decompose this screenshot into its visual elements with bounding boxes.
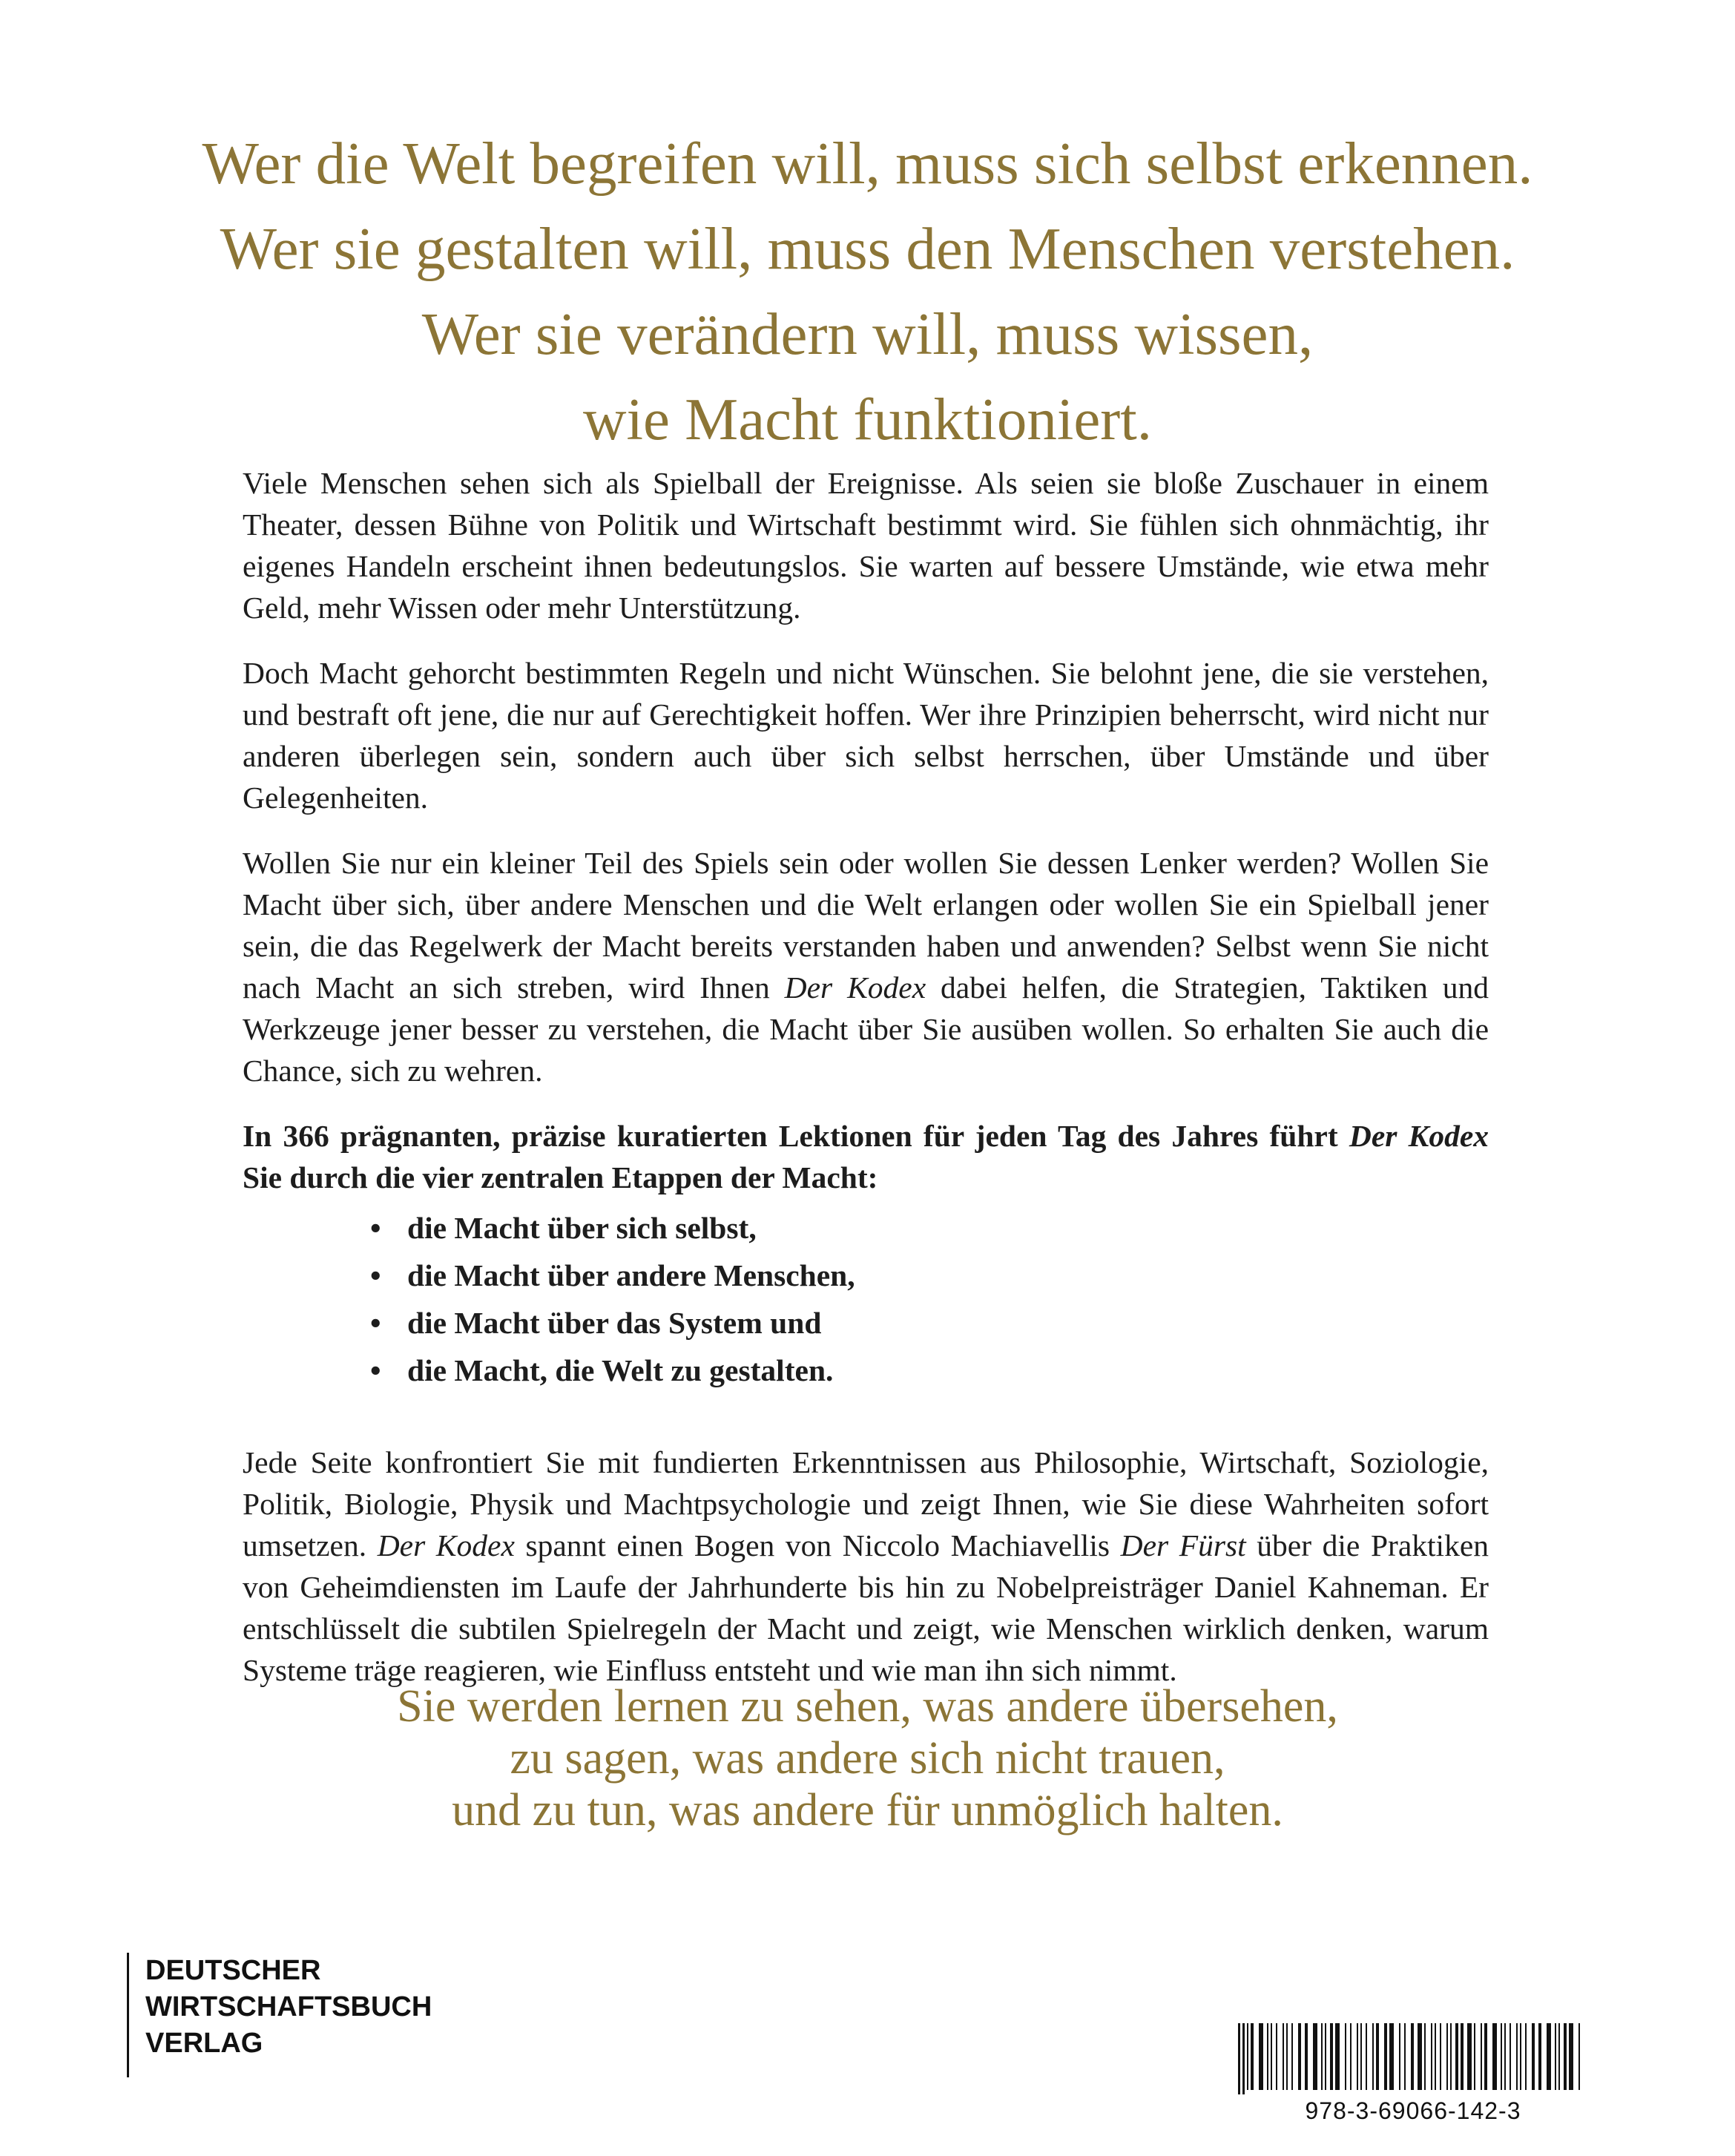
barcode-bar xyxy=(1298,2023,1301,2090)
closing-quote xyxy=(0,1680,1735,1836)
barcode-bar xyxy=(1467,2023,1472,2090)
list-item xyxy=(370,1299,1489,1347)
barcode-bar xyxy=(1286,2023,1288,2090)
book-title-italic: Der Kodex xyxy=(784,970,926,1005)
barcode-bar xyxy=(1251,2023,1254,2090)
barcode-bar xyxy=(1291,2023,1293,2090)
barcode-bar xyxy=(1484,2023,1487,2090)
book-title-italic: Der Fürst xyxy=(1120,1528,1246,1562)
barcode-bar xyxy=(1564,2023,1567,2090)
barcode-bar xyxy=(1325,2023,1326,2090)
header-quote-line: wie Macht funktioniert. xyxy=(582,386,1153,453)
barcode-bar xyxy=(1435,2023,1436,2090)
barcode-bar xyxy=(1313,2023,1317,2090)
barcode-bar xyxy=(1259,2023,1263,2090)
barcode-bar xyxy=(1276,2023,1277,2090)
barcode-bar xyxy=(1399,2023,1400,2090)
barcode-bar xyxy=(1330,2023,1333,2090)
publisher-logo-line: WIRTSCHAFTSBUCH xyxy=(145,1991,432,2022)
bold-intro-text-a: In 366 prägnanten, präzise kuratierten Lektionen für jeden Tag des Jahres führt xyxy=(243,1119,1349,1153)
barcode-bar xyxy=(1350,2023,1352,2090)
publisher-logo-line: VERLAG xyxy=(145,2028,263,2059)
barcode-bar xyxy=(1238,2023,1240,2094)
paragraph-2: Doch Macht gehorcht bestimmten Regeln und nicht Wünschen. Sie belohnt jene, die sie verstehen, und bestraft oft jene, die nur auf Gerechtigkeit hoffen. Wer ihre Prinzipien beherrscht, wird nicht nur anderen überlegen sein, sondern auch über sich selbst herrschen, über Umstände und über Gelegenheiten. xyxy=(243,656,1489,815)
barcode-bar xyxy=(1418,2023,1422,2090)
list-item xyxy=(370,1347,1489,1394)
header-quote-line: Wer die Welt begreifen will, muss sich selbst erkennen. xyxy=(202,130,1533,197)
barcode-bar xyxy=(1404,2023,1406,2090)
header-quote xyxy=(0,121,1735,462)
barcode-bar xyxy=(1525,2023,1527,2090)
paragraph-4-text-c: über die Praktiken von Geheimdiensten im Laufe der Jahrhunderte bis hin zu Nobelpreisträger Daniel Kahneman. Er entschlüsselt die subtilen Spielregeln der Macht und zeigt, wie Menschen wirklich denken, warum Systeme träge reagieren, wie Einfluss entsteht und wie man ihn sich nimmt. xyxy=(243,1528,1489,1687)
book-title-italic: Der Kodex xyxy=(1349,1119,1489,1153)
barcode-bar xyxy=(1431,2023,1432,2090)
barcode-bar xyxy=(1357,2023,1358,2090)
stages-list xyxy=(243,1204,1489,1394)
barcode-bar xyxy=(1474,2023,1475,2090)
barcode-bar xyxy=(1372,2023,1374,2090)
barcode-bar xyxy=(1360,2023,1362,2090)
barcode-bar xyxy=(1538,2023,1541,2090)
barcode-bar xyxy=(1321,2023,1323,2090)
list-item-text: die Macht über das System und xyxy=(407,1306,822,1340)
barcode-bar xyxy=(1461,2023,1464,2090)
barcode-bar xyxy=(1335,2023,1340,2090)
barcode-bar xyxy=(1504,2023,1506,2090)
publisher-logo-line: DEUTSCHER xyxy=(145,1955,321,1986)
paragraph-3 xyxy=(243,842,1489,1091)
paragraph-4-text-b: spannt einen Bogen von Niccolo Machiavellis xyxy=(514,1528,1121,1562)
barcode-bar xyxy=(1384,2023,1387,2090)
bullet-icon: • xyxy=(370,1353,381,1387)
barcode-bar xyxy=(1569,2023,1573,2090)
barcode-bar xyxy=(1271,2023,1272,2090)
list-item-text: die Macht über andere Menschen, xyxy=(407,1258,855,1292)
closing-quote-line: und zu tun, was andere für unmöglich halten. xyxy=(452,1785,1283,1835)
paragraph-3-text-b: dabei helfen, die Strategien, Taktiken und Werkzeuge jener besser zu verstehen, die Macht über Sie ausüben wollen. So erhalten Sie auch die Chance, sich zu wehren. xyxy=(243,970,1489,1088)
isbn-number: 978-3-69066-142-3 xyxy=(1305,2097,1521,2124)
barcode-bar xyxy=(1492,2023,1497,2090)
bold-intro xyxy=(243,1115,1489,1198)
bullet-icon: • xyxy=(370,1306,381,1340)
publisher-logo xyxy=(127,1953,432,2077)
barcode-bar xyxy=(1247,2023,1248,2090)
barcode-bar xyxy=(1520,2023,1521,2090)
barcode-bar xyxy=(1389,2023,1394,2090)
barcode-bar xyxy=(1440,2023,1441,2090)
barcode-bar xyxy=(1345,2023,1346,2090)
barcode-bar xyxy=(1424,2023,1426,2090)
barcode-bar xyxy=(1376,2023,1379,2090)
barcode-bar xyxy=(1516,2023,1518,2090)
list-item xyxy=(370,1252,1489,1299)
book-title-italic: Der Kodex xyxy=(377,1528,515,1562)
header-quote-line: Wer sie gestalten will, muss den Menschen verstehen. xyxy=(220,215,1515,282)
paragraph-1: Viele Menschen sehen sich als Spielball der Ereignisse. Als seien sie bloße Zuschauer in einem Theater, dessen Bühne von Politik und Wirtschaft bestimmt wird. Sie fühlen sich ohnmächtig, ihr eigenes Handeln erscheint ihnen bedeutungslos. Sie warten auf bessere Umstände, wie etwa mehr Geld, mehr Wissen oder mehr Unterstützung. xyxy=(243,466,1489,625)
barcode-bar xyxy=(1481,2023,1482,2090)
barcode-bar xyxy=(1267,2023,1268,2090)
blurb-body xyxy=(243,462,1489,1715)
list-item-text: die Macht, die Welt zu gestalten. xyxy=(407,1353,834,1387)
barcode-bar xyxy=(1450,2023,1452,2090)
barcode-bar xyxy=(1558,2023,1560,2090)
barcode-bar xyxy=(1547,2023,1551,2090)
barcode-bar xyxy=(1242,2023,1245,2094)
bullet-icon: • xyxy=(370,1211,381,1245)
barcode-icon xyxy=(1235,2023,1591,2094)
barcode-bar xyxy=(1411,2023,1414,2090)
paragraph-4-text-a: Jede Seite konfrontiert Sie mit fundierten Erkenntnissen aus Philosophie, Wirtschaft, Soziologie, Politik, Biologie, Physik und Machtpsychologie und zeigt Ihnen, wie Sie diese Wahrheiten sofort umsetzen. xyxy=(243,1445,1489,1562)
barcode-bar xyxy=(1510,2023,1511,2090)
barcode-bar xyxy=(1366,2023,1367,2090)
barcode-bar xyxy=(1555,2023,1556,2090)
closing-quote-line: Sie werden lernen zu sehen, was andere übersehen, xyxy=(397,1681,1338,1732)
barcode-bar xyxy=(1283,2023,1284,2090)
bullet-icon: • xyxy=(370,1258,381,1292)
barcode-bar xyxy=(1446,2023,1448,2090)
paragraph-4 xyxy=(243,1442,1489,1691)
list-item xyxy=(370,1204,1489,1252)
barcode xyxy=(1235,2023,1591,2125)
barcode-bar xyxy=(1455,2023,1458,2090)
barcode-bar xyxy=(1501,2023,1502,2090)
bold-intro-text-b: Sie durch die vier zentralen Etappen der Macht: xyxy=(243,1160,878,1194)
barcode-bar xyxy=(1305,2023,1308,2090)
barcode-bar xyxy=(1578,2023,1580,2090)
header-quote-line: Wer sie verändern will, muss wissen, xyxy=(421,300,1314,367)
barcode-bar xyxy=(1532,2023,1535,2090)
closing-quote-line: zu sagen, was andere sich nicht trauen, xyxy=(510,1733,1225,1784)
paragraph-3-text-a: Wollen Sie nur ein kleiner Teil des Spiels sein oder wollen Sie dessen Lenker werden? Wollen Sie Macht über sich, über andere Menschen und die Welt erlangen oder wollen Sie ein Spielball jener sein, die das Regelwerk der Macht bereits verstanden haben und anwenden? Selbst wenn Sie nicht nach Macht an sich streben, wird Ihnen xyxy=(243,846,1489,1005)
list-item-text: die Macht über sich selbst, xyxy=(407,1211,757,1245)
